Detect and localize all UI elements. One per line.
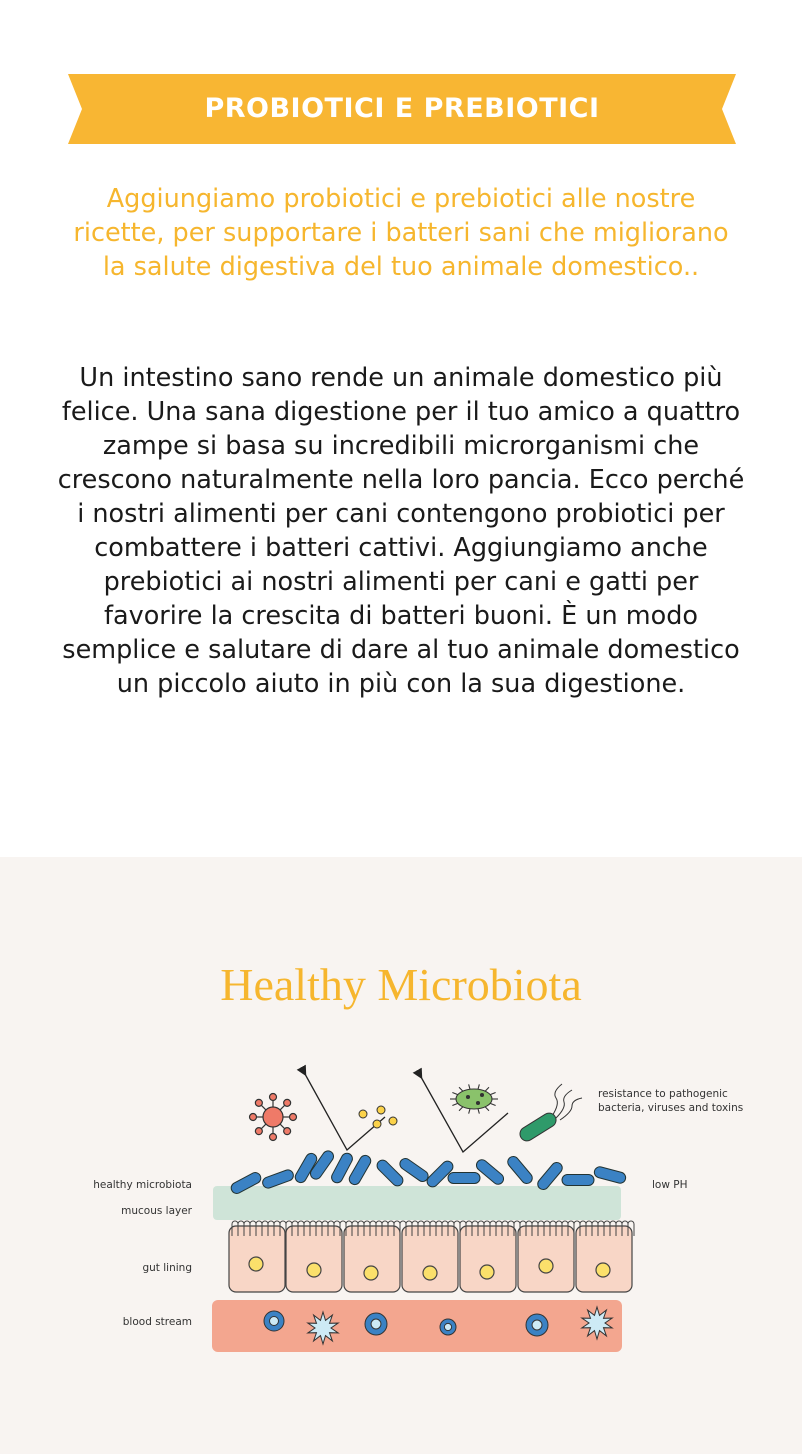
microbiota-rod <box>506 1154 535 1186</box>
bacterium-hair <box>478 1109 479 1114</box>
cell-nucleus <box>596 1263 610 1277</box>
cell-nucleus <box>364 1266 378 1280</box>
virus-spike-tip <box>270 1134 277 1141</box>
bacterium-hair <box>490 1103 495 1105</box>
cell-nucleus <box>539 1259 553 1273</box>
bacterium-hair <box>459 1087 463 1091</box>
section-title: PROBIOTICI E PREBIOTICI <box>204 93 600 124</box>
bacterium-icon <box>450 1084 498 1113</box>
bacterium-hair <box>452 1092 457 1094</box>
virus-icon <box>250 1094 297 1141</box>
body-text: Un intestino sano rende un animale domestico più felice. Una sana digestione per il tuo amico a quattro zampe si basa su incredibili microrganismi che crescono naturalmente nella loro pancia. Ecco perché i nostri alimenti per cani contengono probiotici per combattere i batteri cattivi. Aggiungiamo anche prebiotici ai nostri alimenti per cani e gatti per favorire la crescita di batteri buoni. È un modo semplice e salutare di dare al tuo animale domestico un piccolo aiuto in più con la sua digestione. <box>57 363 745 699</box>
bacterium-hair <box>478 1084 479 1089</box>
virus-spike-tip <box>284 1128 291 1135</box>
toxin-dots-icon <box>359 1106 397 1128</box>
microbiota-rod <box>474 1158 506 1187</box>
virus-spike-tip <box>250 1114 257 1121</box>
gut-lining-label: gut lining <box>142 1262 192 1274</box>
low-ph-label: low PH <box>652 1179 688 1191</box>
deflect-arrow-icon <box>305 1074 385 1150</box>
blood-stream-label: blood stream <box>122 1316 192 1328</box>
microbiota-rod <box>448 1173 480 1184</box>
cell-nucleus <box>307 1263 321 1277</box>
microbiota-rod <box>562 1175 594 1186</box>
virus-spike-tip <box>290 1114 297 1121</box>
bacterium-hair <box>469 1109 470 1114</box>
bacterium-hair <box>452 1103 457 1105</box>
bacterium-hair <box>485 1107 489 1111</box>
bacterium-hair <box>469 1084 470 1089</box>
blood-cell-center <box>532 1320 542 1330</box>
virus-spike-tip <box>255 1128 262 1135</box>
cell-nucleus <box>249 1257 263 1271</box>
diagram-title: Healthy Microbiota <box>220 959 582 1010</box>
mucous-layer-label: mucous layer <box>121 1205 192 1217</box>
bacterium-hair <box>459 1107 463 1111</box>
virus-spike-tip <box>270 1094 277 1101</box>
microbiota-rod <box>593 1166 627 1185</box>
bacterium-hair <box>490 1092 495 1094</box>
blood-cell-center <box>371 1319 381 1329</box>
bacterium-hair <box>485 1087 489 1091</box>
microbiota-diagram <box>0 1060 802 1370</box>
mucous-layer <box>213 1186 621 1220</box>
virus-spike-tip <box>255 1099 262 1106</box>
resistance-label: resistance to pathogenic bacteria, viruses and toxins <box>598 1088 744 1114</box>
pathogen-icon <box>517 1084 582 1144</box>
deflect-arrow-icon <box>421 1077 508 1152</box>
cell-nucleus <box>480 1265 494 1279</box>
blood-cell-center <box>270 1317 279 1326</box>
healthy-microbiota-label: healthy microbiota <box>93 1179 192 1191</box>
intro-text: Aggiungiamo probiotici e prebiotici alle nostre ricette, per supportare i batteri sani che migliorano la salute digestiva del tuo animale domestico.. <box>73 184 729 282</box>
virus-spike-tip <box>284 1099 291 1106</box>
blood-cell-center <box>444 1323 451 1330</box>
cell-nucleus <box>423 1266 437 1280</box>
section-banner <box>68 74 736 144</box>
